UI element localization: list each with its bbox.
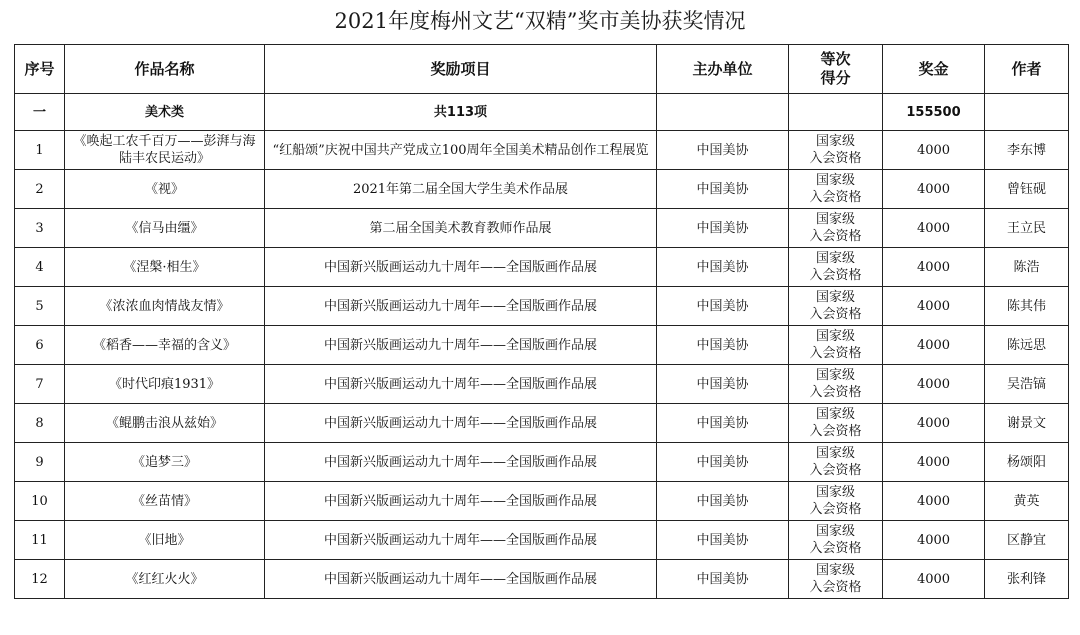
table-row [15,248,1069,287]
row-grade-qualification: 入会资格 [809,346,862,361]
row-award-project: 中国新兴版画运动九十周年——全国版画作品展 [265,482,657,521]
category-grade [789,94,883,131]
row-grade-level: 国家级 [815,212,855,227]
row-index: 3 [15,209,65,248]
row-work-title: 《红红火火》 [65,560,265,599]
row-grade [789,482,883,521]
header-prize: 奖金 [883,45,985,94]
header-grade-line1: 等次 [820,50,851,68]
document-title: 2021年度梅州文艺“双精”奖市美协获奖情况 [334,9,746,33]
table-row [15,482,1069,521]
row-grade-level: 国家级 [815,368,855,383]
row-organizer: 中国美协 [657,326,789,365]
row-author: 谢景文 [985,404,1069,443]
row-award-project: “红船颂”庆祝中国共产党成立100周年全国美术精品创作工程展览 [265,131,657,170]
header-author: 作者 [985,45,1069,94]
row-organizer: 中国美协 [657,287,789,326]
row-work-title: 《视》 [65,170,265,209]
category-name: 美术类 [65,94,265,131]
row-organizer: 中国美协 [657,560,789,599]
row-grade-level: 国家级 [815,290,855,305]
row-grade-qualification: 入会资格 [809,307,862,322]
row-author: 吴浩镐 [985,365,1069,404]
row-work-title: 《唤起工农千百万——彭湃与海陆丰农民运动》 [65,131,265,170]
row-grade-level: 国家级 [815,524,855,539]
table-row [15,170,1069,209]
row-author: 王立民 [985,209,1069,248]
row-index: 2 [15,170,65,209]
header-work: 作品名称 [65,45,265,94]
header-index: 序号 [15,45,65,94]
category-prize: 155500 [883,94,985,131]
row-prize: 4000 [883,521,985,560]
row-grade-qualification: 入会资格 [809,385,862,400]
row-prize: 4000 [883,326,985,365]
row-index: 8 [15,404,65,443]
row-index: 1 [15,131,65,170]
table-row [15,209,1069,248]
header-row [15,45,1069,94]
row-index: 11 [15,521,65,560]
row-author: 李东博 [985,131,1069,170]
row-grade-qualification: 入会资格 [809,190,862,205]
row-grade [789,248,883,287]
row-award-project: 第二届全国美术教育教师作品展 [265,209,657,248]
table-row [15,287,1069,326]
row-work-title: 《丝苗情》 [65,482,265,521]
row-grade-level: 国家级 [815,134,855,149]
row-index: 5 [15,287,65,326]
row-index: 4 [15,248,65,287]
row-index: 7 [15,365,65,404]
row-grade [789,209,883,248]
row-prize: 4000 [883,209,985,248]
row-grade [789,521,883,560]
row-grade-qualification: 入会资格 [809,463,862,478]
category-index: 一 [15,94,65,131]
row-work-title: 《鲲鹏击浪从兹始》 [65,404,265,443]
row-prize: 4000 [883,560,985,599]
header-grade [789,45,883,94]
table-row [15,326,1069,365]
row-grade [789,287,883,326]
table-row [15,131,1069,170]
row-prize: 4000 [883,482,985,521]
category-total: 共113项 [265,94,657,131]
table-row [15,365,1069,404]
row-organizer: 中国美协 [657,170,789,209]
row-prize: 4000 [883,287,985,326]
row-grade-qualification: 入会资格 [809,502,862,517]
row-author: 陈远思 [985,326,1069,365]
row-author: 曾钰砚 [985,170,1069,209]
row-author: 杨颂阳 [985,443,1069,482]
category-row [15,94,1069,131]
row-prize: 4000 [883,443,985,482]
row-grade-qualification: 入会资格 [809,229,862,244]
row-grade-level: 国家级 [815,173,855,188]
table-row [15,404,1069,443]
table-row [15,560,1069,599]
category-author [985,94,1069,131]
row-award-project: 中国新兴版画运动九十周年——全国版画作品展 [265,287,657,326]
row-organizer: 中国美协 [657,209,789,248]
row-organizer: 中国美协 [657,131,789,170]
row-grade [789,170,883,209]
row-grade-qualification: 入会资格 [809,151,862,166]
row-work-title: 《追梦三》 [65,443,265,482]
row-grade [789,131,883,170]
row-prize: 4000 [883,248,985,287]
row-prize: 4000 [883,131,985,170]
row-work-title: 《信马由缰》 [65,209,265,248]
header-grade-line2: 得分 [820,69,851,87]
row-grade-qualification: 入会资格 [809,268,862,283]
row-index: 12 [15,560,65,599]
category-organizer [657,94,789,131]
row-grade-level: 国家级 [815,485,855,500]
row-award-project: 中国新兴版画运动九十周年——全国版画作品展 [265,443,657,482]
row-grade-level: 国家级 [815,251,855,266]
row-prize: 4000 [883,404,985,443]
row-author: 张利锋 [985,560,1069,599]
row-award-project: 中国新兴版画运动九十周年——全国版画作品展 [265,521,657,560]
row-author: 黄英 [985,482,1069,521]
row-organizer: 中国美协 [657,248,789,287]
header-project: 奖励项目 [265,45,657,94]
row-award-project: 中国新兴版画运动九十周年——全国版画作品展 [265,404,657,443]
row-award-project: 中国新兴版画运动九十周年——全国版画作品展 [265,560,657,599]
row-organizer: 中国美协 [657,482,789,521]
row-prize: 4000 [883,365,985,404]
row-grade-level: 国家级 [815,329,855,344]
row-grade-qualification: 入会资格 [809,541,862,556]
row-award-project: 中国新兴版画运动九十周年——全国版画作品展 [265,248,657,287]
row-author: 区静宜 [985,521,1069,560]
row-author: 陈浩 [985,248,1069,287]
header-organizer: 主办单位 [657,45,789,94]
row-grade-qualification: 入会资格 [809,580,862,595]
row-grade [789,326,883,365]
row-work-title: 《涅槃·相生》 [65,248,265,287]
row-grade-level: 国家级 [815,563,855,578]
row-index: 6 [15,326,65,365]
row-organizer: 中国美协 [657,365,789,404]
row-author: 陈其伟 [985,287,1069,326]
row-grade [789,365,883,404]
row-organizer: 中国美协 [657,521,789,560]
row-organizer: 中国美协 [657,404,789,443]
awards-table [14,44,1069,599]
row-grade [789,443,883,482]
row-award-project: 2021年第二届全国大学生美术作品展 [265,170,657,209]
row-prize: 4000 [883,170,985,209]
row-organizer: 中国美协 [657,443,789,482]
row-award-project: 中国新兴版画运动九十周年——全国版画作品展 [265,365,657,404]
row-index: 10 [15,482,65,521]
row-work-title: 《稻香——幸福的含义》 [65,326,265,365]
row-grade [789,560,883,599]
table-row [15,443,1069,482]
row-grade-qualification: 入会资格 [809,424,862,439]
row-award-project: 中国新兴版画运动九十周年——全国版画作品展 [265,326,657,365]
row-grade-level: 国家级 [815,407,855,422]
row-grade-level: 国家级 [815,446,855,461]
table-row [15,521,1069,560]
row-index: 9 [15,443,65,482]
row-work-title: 《时代印痕1931》 [65,365,265,404]
row-work-title: 《浓浓血肉情战友情》 [65,287,265,326]
row-grade [789,404,883,443]
row-work-title: 《旧地》 [65,521,265,560]
